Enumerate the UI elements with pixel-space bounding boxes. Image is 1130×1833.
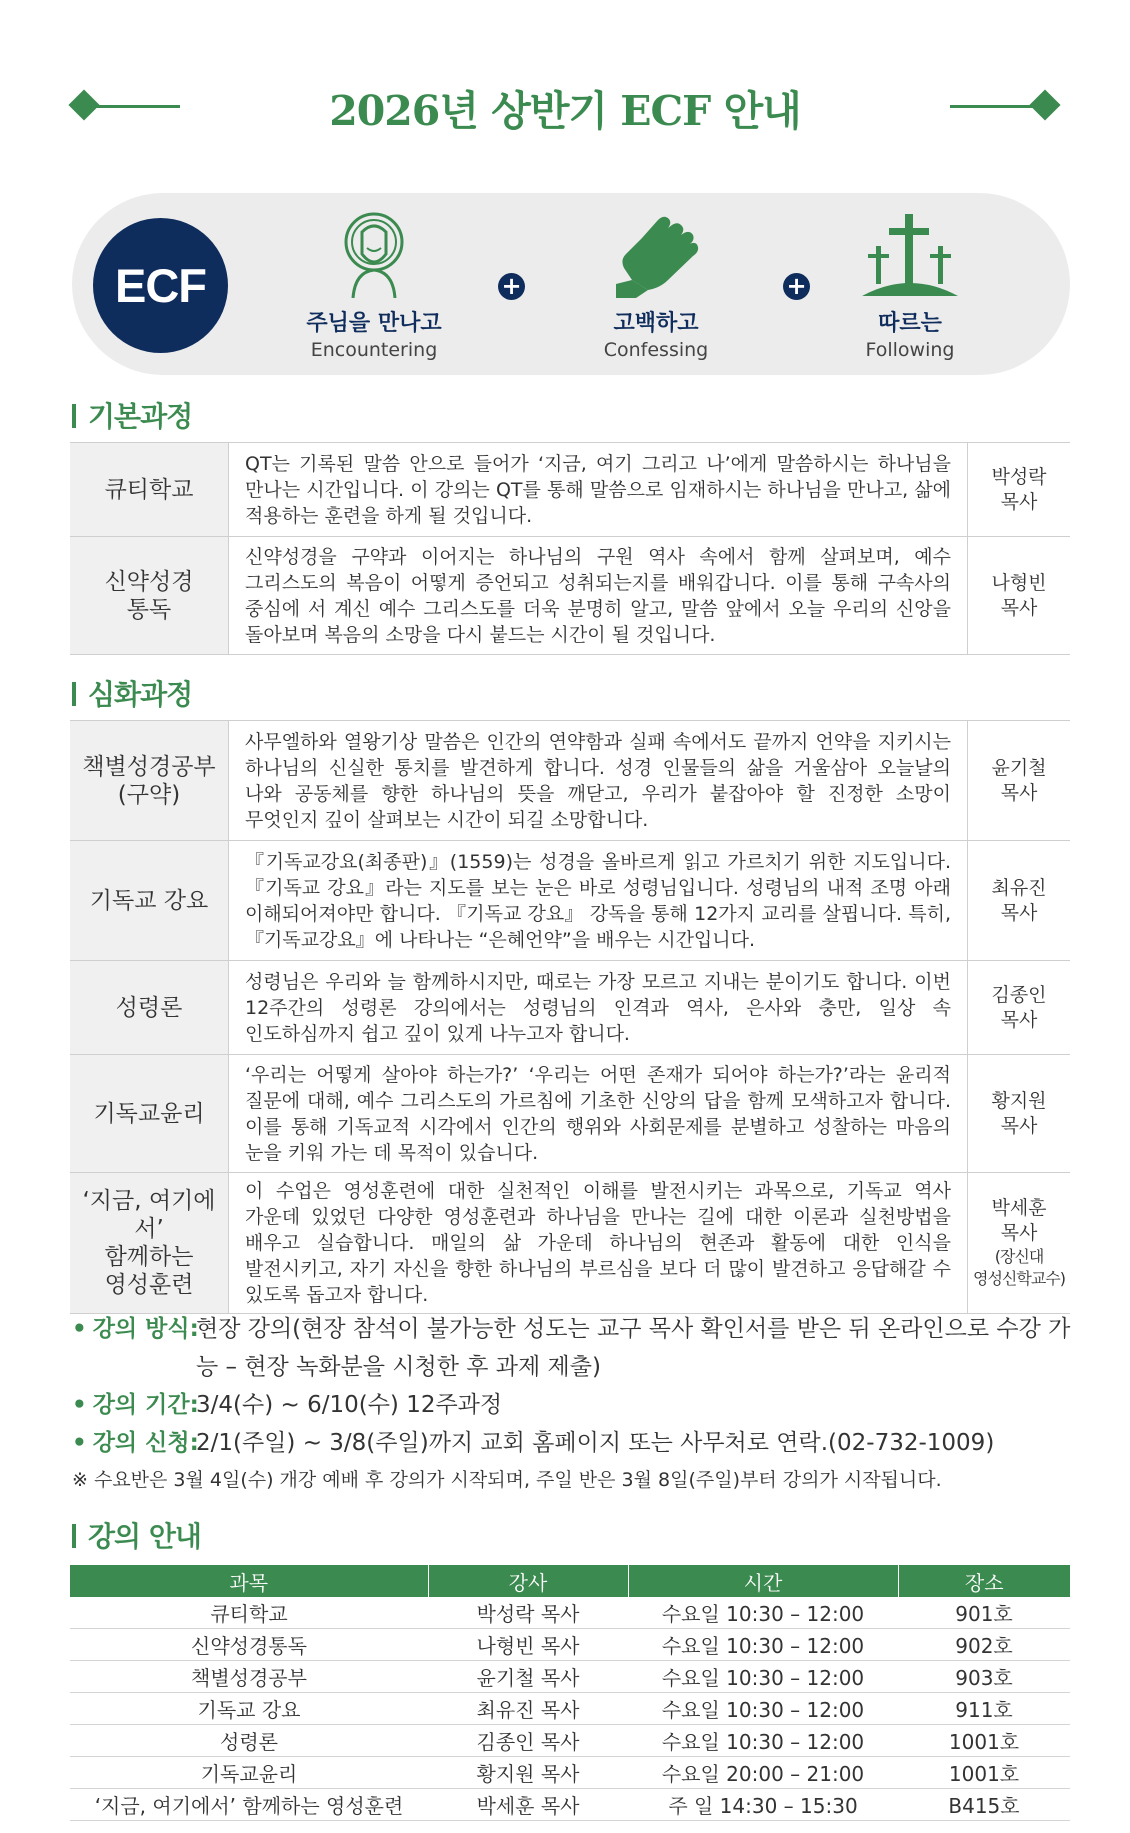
- teacher-title: 목사: [1000, 1222, 1038, 1244]
- course-desc: 이 수업은 영성훈련에 대한 실천적인 이해를 발전시키는 과목으로, 기독교 역사 가운데 있었던 다양한 영성훈련과 하나님을 만나는 길에 대한 이론과 실천방법을 배우고 실습합니다. 매일의 삶 가운데 하나님의 현존과 활동에 대한 인식을 발전시키고, 자기 자신을 향한 하나님의 부르심을 보다 더 많이 발견하고 응답해갈 수 있도록 돕고자 합니다.: [229, 1173, 968, 1314]
- course-row: [70, 961, 1070, 1055]
- teacher-title: 목사: [1000, 596, 1038, 619]
- step-following: [815, 210, 1005, 361]
- teacher-title: 목사: [1000, 1114, 1038, 1137]
- schedule-header-row: [70, 1565, 1070, 1597]
- info-period-label-text: 강의 기간:: [92, 1392, 199, 1418]
- table-row: [70, 1757, 1070, 1789]
- schedule-cell: 최유진 목사: [428, 1693, 628, 1725]
- schedule-cell: 901호: [898, 1597, 1070, 1629]
- course-name: 책별성경공부 (구약): [70, 721, 229, 841]
- schedule-cell: 수요일 10:30 – 12:00: [628, 1629, 898, 1661]
- schedule-cell: 박세훈 목사: [428, 1789, 628, 1821]
- course-desc: 사무엘하와 열왕기상 말씀은 인간의 연약함과 실패 속에서도 끝까지 언약을 지키시는 하나님의 신실한 통치를 발견하게 합니다. 성경 인물들의 삶을 거울삼아 오늘날의 나와 공동체를 향한 하나님의 뜻을 깨닫고, 우리가 붙잡아야 할 진정한 소망이 무엇인지 깊이 살펴보는 시간이 되길 소망합니다.: [229, 721, 968, 841]
- schedule-col-header: 시간: [628, 1565, 898, 1597]
- teacher-name: 최유진: [991, 876, 1047, 899]
- schedule-cell: 903호: [898, 1661, 1070, 1693]
- course-teacher: [968, 841, 1071, 961]
- teacher-title: 목사: [1000, 1008, 1038, 1031]
- schedule-cell: 902호: [898, 1629, 1070, 1661]
- advanced-course-table: [70, 720, 1070, 1314]
- teacher-name: 윤기철: [991, 756, 1047, 779]
- course-teacher: [968, 443, 1071, 537]
- schedule-cell: 기독교윤리: [70, 1757, 428, 1789]
- teacher-name: 황지원: [991, 1089, 1047, 1112]
- course-teacher: [968, 537, 1071, 655]
- schedule-cell: 윤기철 목사: [428, 1661, 628, 1693]
- step-ko-label: 주님을 만나고: [306, 311, 442, 336]
- table-row: [70, 1789, 1070, 1821]
- step-ko-label: 따르는: [878, 311, 942, 336]
- schedule-cell: 수요일 10:30 – 12:00: [628, 1693, 898, 1725]
- schedule-cell: 주 일 14:30 – 15:30: [628, 1789, 898, 1821]
- step-ko-label: 고백하고: [613, 311, 699, 336]
- plus-icon: +: [783, 273, 810, 300]
- schedule-cell: 수요일 10:30 – 12:00: [628, 1725, 898, 1757]
- schedule-cell: B415호: [898, 1789, 1070, 1821]
- course-row: [70, 1055, 1070, 1173]
- schedule-cell: ‘지금, 여기에서’ 함께하는 영성훈련: [70, 1789, 428, 1821]
- section-advanced-label: 심화과정: [88, 678, 193, 711]
- schedule-col-header: 과목: [70, 1565, 428, 1597]
- step-encountering: [279, 210, 469, 361]
- course-name: 기독교 강요: [70, 841, 229, 961]
- info-apply-label: [72, 1424, 199, 1462]
- schedule-cell: 기독교 강요: [70, 1693, 428, 1725]
- basic-course-table: [70, 442, 1070, 655]
- schedule-cell: 신약성경통독: [70, 1629, 428, 1661]
- course-name: 성령론: [70, 961, 229, 1055]
- bullet-icon: •: [72, 1392, 87, 1418]
- schedule-table: [70, 1565, 1070, 1821]
- course-desc: 『기독교강요(최종판)』(1559)는 성경을 올바르게 읽고 가르치기 위한 지도입니다. 『기독교 강요』라는 지도를 보는 눈은 바로 성령님입니다. 성령님의 내적 조명 아래 이해되어져야만 합니다. 『기독교 강요』 강독을 통해 12가지 교리를 살핍니다. 특히, 『기독교강요』에 나타나는 “은혜언약”을 배우는 시간입니다.: [229, 841, 968, 961]
- schedule-cell: 성령론: [70, 1725, 428, 1757]
- step-en-label: Confessing: [603, 339, 709, 361]
- praying-hands-icon: [612, 210, 700, 298]
- schedule-cell: 수요일 10:30 – 12:00: [628, 1597, 898, 1629]
- bullet-icon: •: [72, 1430, 87, 1456]
- course-desc: QT는 기록된 말씀 안으로 들어가 ‘지금, 여기 그리고 나’에게 말씀하시는 하나님을 만나는 시간입니다. 이 강의는 QT를 통해 말씀으로 임재하시는 하나님을 만나고, 삶에 적용하는 훈련을 하게 될 것입니다.: [229, 443, 968, 537]
- table-row: [70, 1725, 1070, 1757]
- section-schedule-heading: [72, 1515, 201, 1555]
- course-name: 큐티학교: [70, 443, 229, 537]
- course-row: [70, 841, 1070, 961]
- section-bar-icon: [72, 404, 76, 428]
- jesus-icon: [335, 210, 413, 298]
- table-row: [70, 1661, 1070, 1693]
- course-name: 기독교윤리: [70, 1055, 229, 1173]
- course-desc: ‘우리는 어떻게 살아야 하는가?’ ‘우리는 어떤 존재가 되어야 하는가?’라는 윤리적 질문에 대해, 예수 그리스도의 가르침에 기초한 신앙의 답을 함께 모색하고자 합니다. 이를 통해 기독교적 시각에서 인간의 행위와 사회문제를 분별하고 성찰하는 마음의 눈을 키워 가는 데 목적이 있습니다.: [229, 1055, 968, 1173]
- section-basic-label: 기본과정: [88, 400, 193, 433]
- teacher-title: 목사: [1000, 781, 1038, 804]
- info-method-value: 현장 강의(현장 참석이 불가능한 성도는 교구 목사 확인서를 받은 뒤 온라인으로 수강 가능 – 현장 녹화분을 시청한 후 과제 제출): [196, 1316, 1071, 1380]
- teacher-name: 김종인: [991, 983, 1047, 1006]
- schedule-cell: 큐티학교: [70, 1597, 428, 1629]
- step-en-label: Following: [865, 339, 955, 361]
- schedule-cell: 황지원 목사: [428, 1757, 628, 1789]
- schedule-cell: 수요일 20:00 – 21:00: [628, 1757, 898, 1789]
- course-row: [70, 443, 1070, 537]
- info-apply-label-text: 강의 신청:: [92, 1430, 199, 1456]
- schedule-col-header: 강사: [428, 1565, 628, 1597]
- course-desc: 성령님은 우리와 늘 함께하시지만, 때로는 가장 모르고 지내는 분이기도 합니다. 이번 12주간의 성령론 강의에서는 성령님의 인격과 역사, 은사와 충만, 일상 속 인도하심까지 쉽고 깊이 있게 나누고자 합니다.: [229, 961, 968, 1055]
- info-period: [72, 1386, 1072, 1424]
- course-teacher: [968, 1055, 1071, 1173]
- section-advanced-heading: [72, 673, 192, 713]
- info-method: [72, 1310, 1072, 1386]
- title-row: [0, 70, 1130, 140]
- section-bar-icon: [72, 682, 76, 706]
- schedule-cell: 박성락 목사: [428, 1597, 628, 1629]
- course-row: [70, 1173, 1070, 1314]
- teacher-title: 목사: [1000, 901, 1038, 924]
- table-row: [70, 1693, 1070, 1725]
- schedule-cell: 책별성경공부: [70, 1661, 428, 1693]
- schedule-cell: 911호: [898, 1693, 1070, 1725]
- teacher-note: (장신대 영성신학교수): [973, 1247, 1065, 1288]
- course-desc: 신약성경을 구약과 이어지는 하나님의 구원 역사 속에서 함께 살펴보며, 예수 그리스도의 복음이 어떻게 증언되고 성취되는지를 배워갑니다. 이를 통해 구속사의 중심에 서 계신 예수 그리스도를 더욱 분명히 알고, 말씀 앞에서 오늘 우리의 신앙을 돌아보며 복음의 소망을 다시 붙드는 시간이 될 것입니다.: [229, 537, 968, 655]
- plus-icon: +: [498, 273, 525, 300]
- course-teacher: [968, 1173, 1071, 1314]
- teacher-name: 박세훈: [991, 1197, 1047, 1219]
- section-basic-heading: [72, 395, 192, 435]
- crosses-icon: [862, 210, 958, 298]
- info-method-label-text: 강의 방식:: [92, 1316, 199, 1342]
- info-apply: [72, 1424, 1072, 1462]
- course-teacher: [968, 721, 1071, 841]
- course-info: [72, 1310, 1072, 1496]
- schedule-cell: 수요일 10:30 – 12:00: [628, 1661, 898, 1693]
- teacher-name: 나형빈: [991, 571, 1047, 594]
- schedule-cell: 1001호: [898, 1757, 1070, 1789]
- course-name: ‘지금, 여기에서’ 함께하는 영성훈련: [70, 1173, 229, 1314]
- info-period-value: 3/4(수) ~ 6/10(수) 12주과정: [196, 1392, 503, 1418]
- schedule-cell: 1001호: [898, 1725, 1070, 1757]
- info-period-label: [72, 1386, 199, 1424]
- bullet-icon: •: [72, 1316, 87, 1342]
- ecf-logo: ECF: [93, 218, 228, 353]
- course-name: 신약성경 통독: [70, 537, 229, 655]
- course-row: [70, 537, 1070, 655]
- table-row: [70, 1597, 1070, 1629]
- step-en-label: Encountering: [310, 339, 438, 361]
- info-method-label: [72, 1310, 199, 1348]
- schedule-cell: 나형빈 목사: [428, 1629, 628, 1661]
- table-row: [70, 1629, 1070, 1661]
- teacher-name: 박성락: [991, 465, 1047, 488]
- info-apply-value: 2/1(주일) ~ 3/8(주일)까지 교회 홈페이지 또는 사무처로 연락.(02-732-1009): [196, 1430, 995, 1456]
- course-teacher: [968, 961, 1071, 1055]
- section-bar-icon: [72, 1524, 76, 1548]
- page-title: 2026년 상반기 ECF 안내: [329, 87, 801, 135]
- schedule-cell: 김종인 목사: [428, 1725, 628, 1757]
- course-row: [70, 721, 1070, 841]
- schedule-col-header: 장소: [898, 1565, 1070, 1597]
- step-confessing: [561, 210, 751, 361]
- info-note: ※ 수요반은 3월 4일(수) 개강 예배 후 강의가 시작되며, 주일 반은 3월 8일(주일)부터 강의가 시작됩니다.: [72, 1469, 942, 1491]
- section-schedule-label: 강의 안내: [88, 1520, 201, 1553]
- teacher-title: 목사: [1000, 490, 1038, 513]
